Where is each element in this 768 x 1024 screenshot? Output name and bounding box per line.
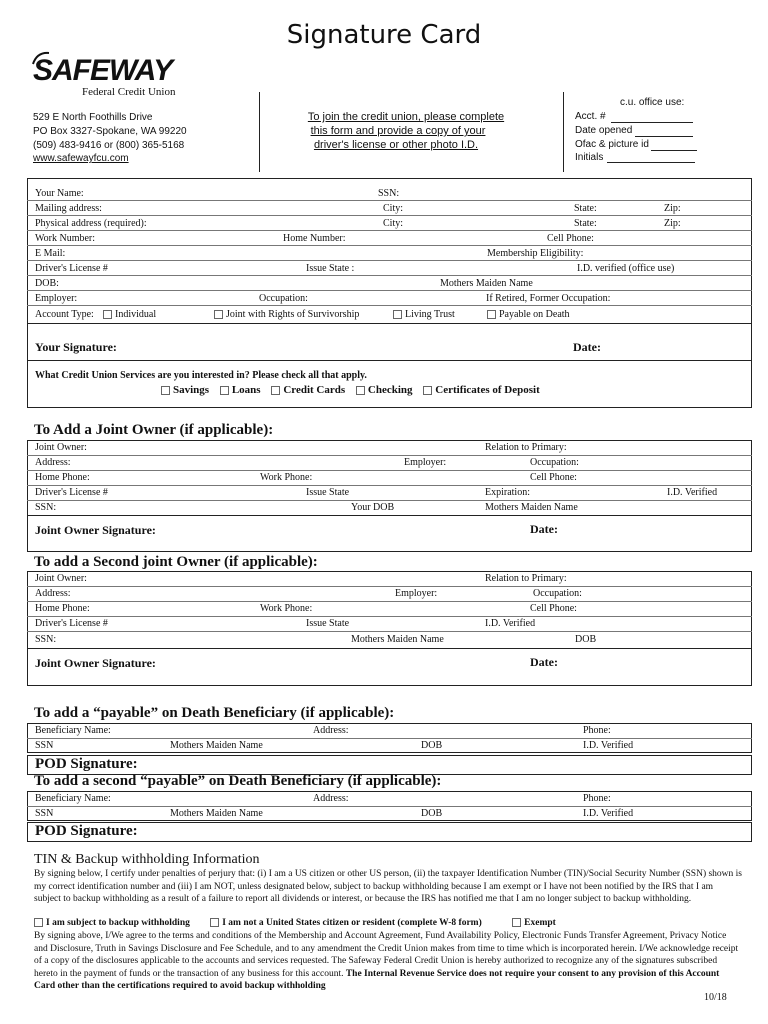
joint1-ssn-label: SSN: [35,502,57,513]
joint2-issue-state-label: Issue State [306,618,350,629]
occupation-label: Occupation: [259,293,308,304]
service-cds-option[interactable]: Certificates of Deposit [423,384,539,396]
services-options [161,384,540,396]
joint1-drivers-license-label: Driver's License # [35,487,108,498]
ssn-label: SSN: [378,188,400,199]
service-loans-option[interactable]: Loans [220,384,261,396]
office-ofac-label: Ofac & picture id [575,139,649,150]
mailing-city-label: City: [383,203,404,214]
irs-consent-statement: The Internal Revenue Service does not require your consent to any provision of this Account Card other than the certifications required to avoid backup withholding [34,968,720,991]
mailing-zip-label: Zip: [664,203,681,214]
service-checking-option[interactable]: Checking [356,384,413,396]
pod1-id-verified-label: I.D. Verified [583,740,634,751]
pod1-address-label: Address: [313,725,349,736]
checkbox-icon[interactable] [214,310,223,319]
pod2-id-verified-label: I.D. Verified [583,808,634,819]
pod2-beneficiary-heading: To add a second “payable” on Death Beneficiary (if applicable): [34,773,442,789]
pod2-beneficiary-label: Beneficiary Name: [35,793,111,804]
your-name-label: Your Name: [35,188,84,199]
office-use-heading: c.u. office use: [620,97,685,108]
checkbox-icon[interactable] [220,386,229,395]
logo-subtitle: Federal Credit Union [82,86,176,98]
joint2-signature-label: Joint Owner Signature: [35,656,156,670]
office-date-opened-label: Date opened [575,125,633,136]
instructions-line-3: driver's license or other photo I.D. [313,139,479,151]
pod2-signature-label: POD Signature: [35,823,138,839]
pod2-mothers-maiden-label: Mothers Maiden Name [170,808,263,819]
joint1-id-verified-label: I.D. Verified [667,487,718,498]
joint2-address-label: Address: [35,588,71,599]
joint2-employer-label: Employer: [395,588,438,599]
your-signature-date-label: Date: [573,340,601,354]
joint1-date-label: Date: [530,522,558,536]
drivers-license-label: Driver's License # [35,263,108,274]
pod1-beneficiary-label: Beneficiary Name: [35,725,111,736]
joint2-work-phone-label: Work Phone: [260,603,313,614]
former-occupation-label: If Retired, Former Occupation: [486,293,611,304]
office-initials-line[interactable] [607,162,695,163]
home-number-label: Home Number: [283,233,346,244]
pod2-address-label: Address: [313,793,349,804]
pod1-phone-label: Phone: [583,725,611,736]
form-version: 10/18 [704,992,727,1003]
joint1-cell-phone-label: Cell Phone: [530,472,577,483]
office-initials-label: Initials [575,152,604,163]
checkbox-icon[interactable] [512,918,521,927]
joint2-id-verified-label: I.D. Verified [485,618,536,629]
joint1-occupation-label: Occupation: [530,457,579,468]
checkbox-icon[interactable] [271,386,280,395]
office-date-opened-line[interactable] [635,136,693,137]
tin-heading: TIN & Backup withholding Information [34,852,260,867]
checkbox-icon[interactable] [210,918,219,927]
joint1-expiration-label: Expiration: [485,487,530,498]
joint2-mothers-maiden-label: Mothers Maiden Name [351,634,444,645]
account-joint-option[interactable]: Joint with Rights of Survivorship [214,309,359,320]
service-credit-cards-option[interactable]: Credit Cards [271,384,345,396]
checkbox-icon[interactable] [103,310,112,319]
safeway-logo [33,54,172,88]
your-signature-label: Your Signature: [35,340,117,354]
joint2-dob-label: DOB [575,634,597,645]
logo-swoosh-icon [31,50,51,66]
mailing-state-label: State: [574,203,597,214]
joint1-address-label: Address: [35,457,71,468]
tin-agreement-text: By signing above, I/We agree to the terms and conditions of the Membership and Account Agreement, Fund Availability Policy, Electronic Funds Transfer Agreement, Privacy Notice and Disclosure, Truth in Savings Disclosure and Fee Schedule, and to any amendment the Credit Union makes from time to time which is incorporated herein. I/We acknowledge receipt of a copy of the disclosures applicable to the accounts and services requested. The Safeway Federal Credit Union is hereby authorized to recognize any of the signatures subscribed hereto in the payment of funds or the transaction of any business for this account. The Internal Revenue Service does not require your consent to any provision of this Account Card other than the certifications required to avoid backup withholding [34,931,739,991]
work-number-label: Work Number: [35,233,96,244]
membership-eligibility-label: Membership Eligibility: [487,248,584,259]
physical-state-label: State: [574,218,597,229]
joint1-issue-state-label: Issue State [306,487,350,498]
joint1-signature-label: Joint Owner Signature: [35,523,156,537]
instructions-line-1: To join the credit union, please complete [307,111,505,123]
joint2-home-phone-label: Home Phone: [35,603,90,614]
joint1-mothers-maiden-label: Mothers Maiden Name [485,502,578,513]
physical-city-label: City: [383,218,404,229]
joint2-drivers-license-label: Driver's License # [35,618,108,629]
checkbox-icon[interactable] [356,386,365,395]
instructions-line-2: this form and provide a copy of your [310,125,486,137]
joint1-employer-label: Employer: [404,457,447,468]
pod1-mothers-maiden-label: Mothers Maiden Name [170,740,263,751]
website-link[interactable]: www.safewayfcu.com [33,153,129,164]
joint1-dob-label: Your DOB [351,502,395,513]
office-ofac-line[interactable] [651,150,697,151]
pod2-ssn-label: SSN [35,808,54,819]
mailing-address-label: Mailing address: [35,203,102,214]
pod1-signature-label: POD Signature: [35,756,138,772]
account-payable-death-option[interactable]: Payable on Death [487,309,570,320]
email-label: E Mail: [35,248,66,259]
pod1-dob-label: DOB [421,740,443,751]
pod-beneficiary-heading: To add a “payable” on Death Beneficiary (if applicable): [34,705,395,721]
joint2-owner-label: Joint Owner: [35,573,87,584]
employer-label: Employer: [35,293,78,304]
account-type-label: Account Type: [35,309,94,320]
issue-state-label: Issue State : [306,263,355,274]
tin-subject-option[interactable]: I am subject to backup withholding [34,918,190,928]
tin-non-citizen-option[interactable]: I am not a United States citizen or resident (complete W-8 form) [210,918,482,928]
joint1-work-phone-label: Work Phone: [260,472,313,483]
checkbox-icon[interactable] [487,310,496,319]
joint2-relation-label: Relation to Primary: [485,573,567,584]
tin-exempt-option[interactable]: Exempt [512,918,556,928]
account-individual-option[interactable]: Individual [103,309,156,320]
service-savings-option[interactable]: Savings [161,384,209,396]
physical-address-label: Physical address (required): [35,218,147,229]
dob-label: DOB: [35,278,59,289]
checkbox-icon[interactable] [423,386,432,395]
address-line-2: PO Box 3327-Spokane, WA 99220 [33,126,187,137]
joint1-home-phone-label: Home Phone: [35,472,90,483]
office-acct-label: Acct. # [575,111,606,122]
services-question: What Credit Union Services are you interested in? Please check all that apply. [35,370,367,381]
joint2-occupation-label: Occupation: [533,588,582,599]
id-verified-office-label: I.D. verified (office use) [577,263,675,274]
cell-phone-label: Cell Phone: [547,233,594,244]
joint1-relation-label: Relation to Primary: [485,442,567,453]
address-line-3: (509) 483-9416 or (800) 365-5168 [33,140,185,151]
account-living-trust-option[interactable]: Living Trust [393,309,455,320]
page-title: Signature Card [286,20,482,50]
joint1-owner-label: Joint Owner: [35,442,87,453]
physical-zip-label: Zip: [664,218,681,229]
header-divider-right [563,92,564,172]
joint2-date-label: Date: [530,655,558,669]
joint-owner-heading: To Add a Joint Owner (if applicable): [34,422,274,438]
logo-wordmark: SAFEWAY [33,54,173,87]
joint-owner-2-heading: To add a Second joint Owner (if applicable): [34,554,318,570]
joint2-ssn-label: SSN: [35,634,57,645]
office-acct-line[interactable] [611,122,693,123]
checkbox-icon[interactable] [161,386,170,395]
pod2-phone-label: Phone: [583,793,611,804]
joint2-cell-phone-label: Cell Phone: [530,603,577,614]
pod1-ssn-label: SSN [35,740,54,751]
checkbox-icon[interactable] [34,918,43,927]
address-line-1: 529 E North Foothills Drive [33,112,153,123]
pod2-dob-label: DOB [421,808,443,819]
tin-certification-text: By signing below, I certify under penalties of perjury that: (i) I am a US citizen or other US person, (ii) the taxpayer Identification Number (TIN)/Social Security Number (SSN) shown is my correct identification number and (iii) I am NOT, unless designated below, subject to backup withholding because I am exempt or I have not been notified by the IRS that I am subject to backup withholding as a result of a failure to report all dividends or interest, or because the IRS has notified me that I am no longer subject to backup withholding. [34,869,743,904]
checkbox-icon[interactable] [393,310,402,319]
tin-options [34,918,556,928]
mothers-maiden-label: Mothers Maiden Name [440,278,533,289]
